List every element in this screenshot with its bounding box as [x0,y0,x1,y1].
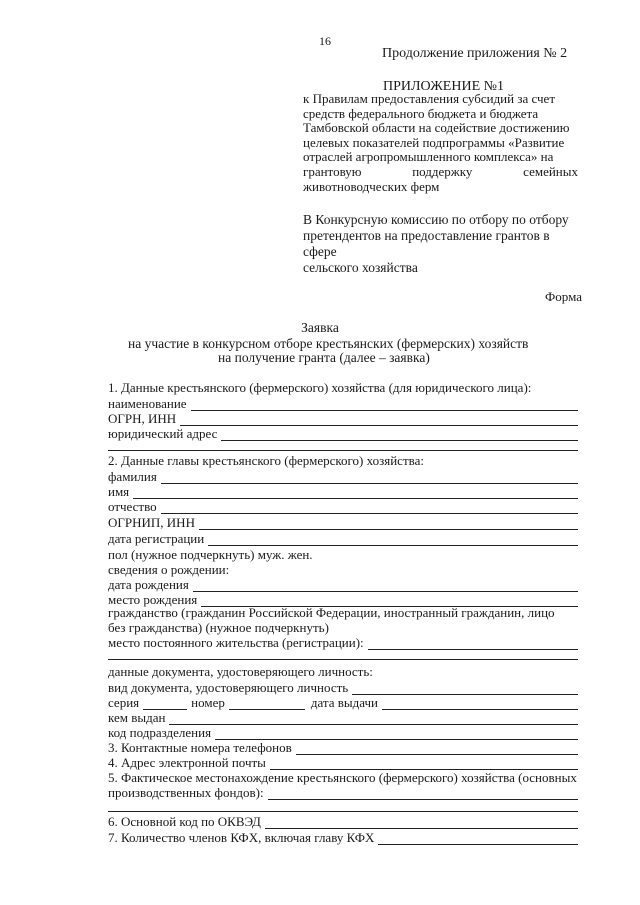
blank-line[interactable] [143,698,187,710]
field-ogrnip [108,515,578,530]
rules-line: Тамбовской области на содействие достижению [303,120,570,136]
field-label: кем выдан [108,710,166,725]
commission-line: В Конкурсную комиссию по отбору по отбору [303,212,569,227]
commission-line: претендентов на предоставление грантов в сфере [303,228,550,259]
blank-line[interactable] [133,487,578,499]
field-label: вид документа, удостоверяющего личность [108,680,349,695]
rules-line: целевых показателей подпрограммы «Развитие [303,134,565,150]
field-label: дата рождения [108,577,189,592]
rules-line: к Правилам предоставления субсидий за счет [303,91,555,106]
field-name [108,396,578,411]
field-label: фамилия [108,469,157,484]
field-label: ОГРНИП, ИНН [108,515,195,530]
blank-line[interactable] [161,502,578,514]
field-label: серия [108,695,140,710]
field-phones [108,740,578,755]
doc-data-label: данные документа, удостоверяющего личность: [108,664,373,679]
section2-heading: 2. Данные главы крестьянского (фермерского) хозяйства: [108,453,424,468]
blank-line[interactable] [265,817,578,829]
rules-line: животноводческих ферм [303,178,440,194]
rules-line: средств федерального бюджета и бюджета [303,105,539,121]
field-label: место постоянного жительства (регистрации): [108,635,364,650]
rules-line [303,165,578,180]
field-label: юридический адрес [108,426,218,441]
commission-address [303,212,578,276]
field-address [108,426,578,441]
blank-line[interactable] [221,429,578,441]
blank-line[interactable] [108,450,578,451]
blank-line[interactable] [161,472,578,484]
rules-word: поддержку [412,163,473,179]
blank-line[interactable] [378,833,578,845]
citizenship-label: гражданство (гражданин Российской Федерации, иностранный гражданин, лицо [108,605,555,620]
field-ogrn [108,411,578,426]
blank-line[interactable] [108,811,578,812]
field-label: место рождения [108,592,198,607]
field-label: имя [108,484,130,499]
blank-line[interactable] [191,399,578,411]
field-label: номер [191,695,225,710]
field-label: отчество [108,499,157,514]
commission-line: сельского хозяйства [303,260,418,275]
field-okved [108,814,578,829]
blank-line[interactable] [215,728,578,740]
field-label: 4. Адрес электронной почты [108,755,266,770]
field-reg-date [108,531,578,546]
field-doc-series-number [108,695,578,710]
field-patronymic [108,499,578,514]
field-email [108,755,578,770]
field-residence [108,635,578,650]
blank-line[interactable] [352,683,578,695]
blank-line[interactable] [180,414,578,426]
citizenship-label-cont: без гражданства) (нужное подчеркнуть) [108,620,329,635]
field-doc-type [108,680,578,695]
section5-label: 5. Фактическое местонахождение крестьянского (фермерского) хозяйства (основных [108,770,577,785]
page-number: 16 [319,34,331,48]
field-label: наименование [108,396,187,411]
blank-line[interactable] [169,713,578,725]
field-location [108,785,578,800]
appendix-rules-text [303,92,578,194]
birth-info-label: сведения о рождении: [108,562,230,577]
blank-line[interactable] [208,534,578,546]
blank-line[interactable] [229,698,305,710]
rules-word: семейных [523,163,578,179]
field-label: 3. Контактные номера телефонов [108,740,292,755]
field-issued-by [108,710,578,725]
field-label: 7. Количество членов КФХ, включая главу КФХ [108,830,375,845]
blank-line[interactable] [268,788,578,800]
rules-line: отраслей агропромышленного комплекса» на [303,149,554,165]
application-subtitle: на участие в конкурсном отборе крестьянских (фермерских) хозяйств [128,336,529,351]
blank-line[interactable] [382,698,578,710]
field-label: дата выдачи [310,695,378,710]
rules-word: грантовую [303,163,362,179]
field-members-count [108,830,578,845]
field-surname [108,469,578,484]
blank-line[interactable] [368,638,578,650]
blank-line[interactable] [270,758,578,770]
field-label: ОГРН, ИНН [108,411,177,426]
blank-line[interactable] [199,518,578,530]
field-label: 6. Основной код по ОКВЭД [108,814,261,829]
field-label: производственных фондов): [108,785,264,800]
blank-line[interactable] [193,580,578,592]
field-division-code [108,725,578,740]
field-label: дата регистрации [108,531,205,546]
form-label: Форма [545,289,582,304]
blank-line[interactable] [108,659,578,660]
section1-heading: 1. Данные крестьянского (фермерского) хозяйства (для юридического лица): [108,380,532,395]
field-first-name [108,484,578,499]
appendix-title: ПРИЛОЖЕНИЕ №1 [383,79,504,94]
continuation-note: Продолжение приложения № 2 [382,46,568,61]
field-label: код подразделения [108,725,212,740]
field-sex: пол (нужное подчеркнуть) муж. жен. [108,547,313,562]
application-title: Заявка [301,320,339,335]
application-subtitle-cont: на получение гранта (далее – заявка) [218,350,430,365]
blank-line[interactable] [296,743,578,755]
field-birth-date [108,577,578,592]
